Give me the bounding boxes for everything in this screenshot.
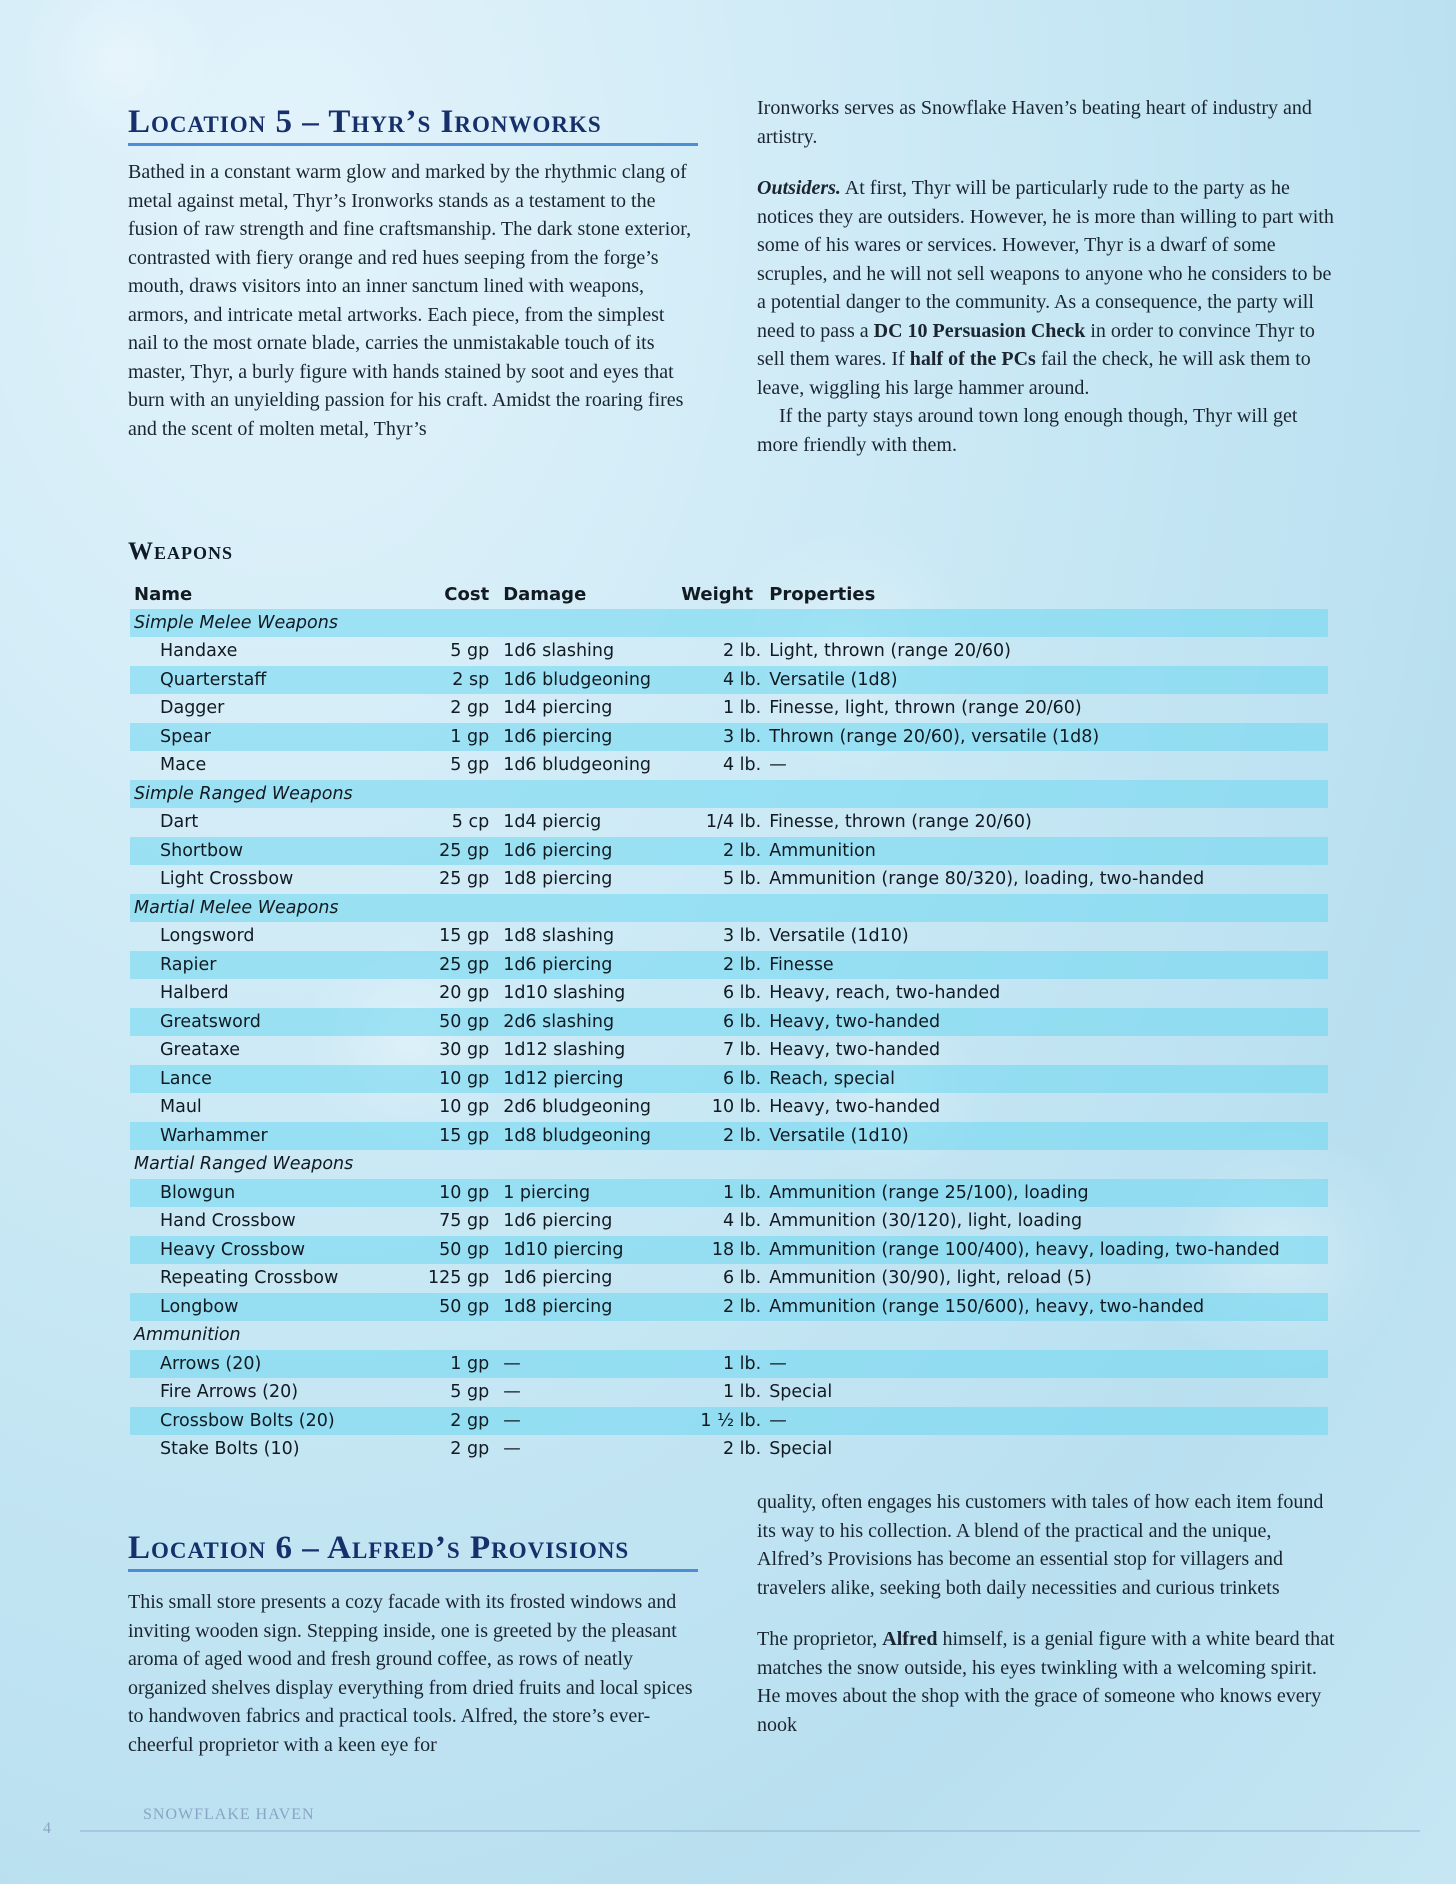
weapon-cost: 10 gp bbox=[439, 1097, 490, 1118]
weapon-properties: Thrown (range 20/60), versatile (1d8) bbox=[765, 723, 1328, 752]
weapon-name: Spear bbox=[130, 723, 424, 752]
weapon-properties: Ammunition bbox=[765, 837, 1328, 866]
weapon-row bbox=[130, 751, 1328, 780]
weapon-properties: Versatile (1d10) bbox=[769, 926, 909, 947]
weapon-name: Shortbow bbox=[130, 837, 424, 866]
weapon-cost: 2 gp bbox=[450, 698, 490, 719]
weapon-name: Handaxe bbox=[160, 641, 238, 662]
weapon-row bbox=[130, 1093, 1328, 1122]
proprietor-paragraph bbox=[757, 1625, 1337, 1739]
weapon-properties: Light, thrown (range 20/60) bbox=[769, 641, 1011, 662]
weapon-weight: 2 lb. bbox=[677, 1122, 765, 1151]
weapon-weight: 1 lb. bbox=[677, 1350, 765, 1379]
weapon-cost: 5 cp bbox=[451, 812, 490, 833]
weapon-properties: Ammunition (range 150/600), heavy, two-handed bbox=[765, 1293, 1328, 1322]
weapon-properties: Ammunition (30/120), light, loading bbox=[769, 1211, 1083, 1232]
weapon-category-label: Martial Ranged Weapons bbox=[134, 1154, 354, 1175]
weapon-damage: 1d8 bludgeoning bbox=[493, 1122, 677, 1151]
weapon-row bbox=[130, 979, 1328, 1008]
persuasion-check: DC 10 Persuasion Check bbox=[873, 319, 1086, 342]
weapons-table-header bbox=[130, 580, 1328, 609]
proprietor-text-a: The proprietor, bbox=[757, 1628, 883, 1650]
weapon-category-row bbox=[130, 894, 1328, 923]
weapon-row bbox=[130, 1435, 1328, 1464]
weapon-weight: 18 lb. bbox=[677, 1236, 765, 1265]
weapon-properties: Special bbox=[769, 1439, 833, 1460]
proprietor-text-b: himself, is a genial figure with a white beard that matches the snow outside, his eyes twinkling with a welcoming spirit. He moves about the shop with the grace of someone who knows every nook bbox=[757, 1628, 1335, 1736]
weapon-properties: Finesse, thrown (range 20/60) bbox=[769, 812, 1032, 833]
weapon-weight: 4 lb. bbox=[722, 1211, 762, 1232]
weapon-cost: 50 gp bbox=[424, 1293, 493, 1322]
location-6-continued-text: quality, often engages his customers with tales of how each item found its way to his collection. A blend of the practical and the unique, Alfred’s Provisions has become an essential stop for villagers and travelers alike, seeking both daily necessities and curious trinkets bbox=[757, 1491, 1324, 1599]
column-header-damage: Damage bbox=[503, 583, 587, 605]
weapon-category-label: Ammunition bbox=[134, 1325, 241, 1346]
location-6-intro-text: This small store presents a cozy facade with its frosted windows and inviting wooden sign. Stepping inside, one is greeted by the pleasant aroma of aged wood and fresh ground coffee, as rows of neatly organized shelves display everything from dried fruits and local spices to handwoven fabrics and practical tools. Alfred, the store’s ever-cheerful proprietor with a keen eye for bbox=[128, 1591, 693, 1756]
weapon-cost: 2 gp bbox=[424, 1407, 493, 1436]
outsiders-label: Outsiders. bbox=[757, 177, 841, 199]
weapon-name: Dagger bbox=[160, 698, 225, 719]
weapon-cost: 125 gp bbox=[428, 1268, 490, 1289]
weapon-row bbox=[130, 1378, 1328, 1407]
outsiders-text-a: At first, Thyr will be particularly rude to the party as he notices they are outsiders. However, he is more than willing to part with some of his wares or services. However, Thyr is a dwarf of some scruples, and he will not sell weapons to anyone who he considers to be a potential danger to the community. As a consequence, the party will need to pass a bbox=[757, 177, 1334, 342]
weapon-damage: 2d6 slashing bbox=[493, 1008, 677, 1037]
weapon-cost: 25 gp bbox=[424, 951, 493, 980]
weapon-damage: 1d4 piercig bbox=[503, 812, 602, 833]
location-5-continued-text: Ironworks serves as Snowflake Haven’s beating heart of industry and artistry. bbox=[757, 97, 1312, 148]
weapon-weight: 4 lb. bbox=[722, 755, 762, 776]
weapon-weight: 2 lb. bbox=[677, 951, 765, 980]
column-header-name: Name bbox=[134, 583, 193, 605]
weapon-weight: 3 lb. bbox=[677, 723, 765, 752]
weapon-weight: 6 lb. bbox=[677, 1065, 765, 1094]
weapon-name: Lance bbox=[130, 1065, 424, 1094]
weapon-weight: 2 lb. bbox=[722, 1439, 762, 1460]
weapon-weight: 1 lb. bbox=[677, 1179, 765, 1208]
weapon-category-label: Simple Ranged Weapons bbox=[130, 780, 1328, 809]
weapon-cost: 75 gp bbox=[439, 1211, 490, 1232]
weapon-name: Crossbow Bolts (20) bbox=[130, 1407, 424, 1436]
weapon-weight: 5 lb. bbox=[722, 869, 762, 890]
weapon-damage: 1d6 bludgeoning bbox=[493, 666, 677, 695]
weapon-cost: 50 gp bbox=[424, 1236, 493, 1265]
weapon-weight: 7 lb. bbox=[722, 1040, 762, 1061]
weapon-properties: Ammunition (30/90), light, reload (5) bbox=[769, 1268, 1092, 1289]
weapon-row bbox=[130, 1350, 1328, 1379]
weapon-cost: 25 gp bbox=[424, 837, 493, 866]
weapon-damage: — bbox=[503, 1439, 521, 1460]
weapon-category-label: Simple Melee Weapons bbox=[130, 609, 1328, 638]
weapon-damage: 1d10 slashing bbox=[503, 983, 626, 1004]
weapon-damage: 1d6 piercing bbox=[493, 837, 677, 866]
weapon-name: Arrows (20) bbox=[130, 1350, 424, 1379]
weapon-damage: 1d6 piercing bbox=[503, 1268, 613, 1289]
weapon-cost: 15 gp bbox=[424, 1122, 493, 1151]
weapon-properties: Finesse, light, thrown (range 20/60) bbox=[769, 698, 1082, 719]
weapon-weight: 1 lb. bbox=[722, 1382, 762, 1403]
page-number: 4 bbox=[43, 1820, 51, 1837]
weapon-properties: Reach, special bbox=[765, 1065, 1328, 1094]
weapon-name: Mace bbox=[160, 755, 207, 776]
weapon-damage: 1d12 slashing bbox=[503, 1040, 626, 1061]
weapon-cost: 25 gp bbox=[439, 869, 490, 890]
weapon-name: Greataxe bbox=[160, 1040, 241, 1061]
weapon-weight: 6 lb. bbox=[722, 1268, 762, 1289]
weapon-weight: 1/4 lb. bbox=[705, 812, 762, 833]
weapons-heading: Weapons bbox=[128, 538, 234, 565]
weapon-weight: 2 lb. bbox=[677, 1293, 765, 1322]
weapon-properties: Heavy, two-handed bbox=[765, 1008, 1328, 1037]
weapon-weight: 4 lb. bbox=[677, 666, 765, 695]
weapon-properties: Ammunition (range 80/320), loading, two-handed bbox=[769, 869, 1205, 890]
weapon-damage: 1d8 piercing bbox=[493, 1293, 677, 1322]
weapon-properties: — bbox=[765, 1407, 1328, 1436]
weapon-row bbox=[130, 1036, 1328, 1065]
weapon-row bbox=[130, 1264, 1328, 1293]
weapon-damage: 1 piercing bbox=[493, 1179, 677, 1208]
weapon-name: Longbow bbox=[130, 1293, 424, 1322]
location-6-intro bbox=[128, 1588, 698, 1759]
weapon-properties: — bbox=[765, 1350, 1328, 1379]
weapon-row bbox=[130, 1236, 1328, 1265]
location-6-heading: Location 6 – Alfred’s Provisions bbox=[128, 1530, 698, 1572]
weapon-cost: 30 gp bbox=[439, 1040, 490, 1061]
weapon-category-row bbox=[130, 609, 1328, 638]
weapon-damage: 1d6 piercing bbox=[493, 723, 677, 752]
stay-paragraph: If the party stays around town long enough though, Thyr will get more friendly with them. bbox=[757, 405, 1298, 456]
outsiders-paragraph bbox=[757, 174, 1337, 402]
weapon-properties: Versatile (1d10) bbox=[765, 1122, 1328, 1151]
weapon-name: Quarterstaff bbox=[130, 666, 424, 695]
weapon-cost: 5 gp bbox=[450, 1382, 490, 1403]
weapon-properties: Heavy, reach, two-handed bbox=[769, 983, 1001, 1004]
weapon-cost: 20 gp bbox=[439, 983, 490, 1004]
weapon-name: Repeating Crossbow bbox=[160, 1268, 339, 1289]
weapon-name: Warhammer bbox=[130, 1122, 424, 1151]
weapon-row bbox=[130, 666, 1328, 695]
weapon-weight: 1 lb. bbox=[722, 698, 762, 719]
weapon-cost: 1 gp bbox=[424, 723, 493, 752]
location-5-right-column bbox=[757, 94, 1337, 459]
weapon-damage: — bbox=[493, 1350, 677, 1379]
weapon-name: Rapier bbox=[130, 951, 424, 980]
footer-title: SNOWFLAKE HAVEN bbox=[143, 1806, 315, 1823]
weapon-row bbox=[130, 723, 1328, 752]
weapon-name: Dart bbox=[160, 812, 199, 833]
weapon-cost: 1 gp bbox=[424, 1350, 493, 1379]
location-6-right-column bbox=[757, 1488, 1337, 1739]
weapon-row bbox=[130, 694, 1328, 723]
weapon-name: Maul bbox=[160, 1097, 202, 1118]
footer-divider bbox=[80, 1830, 1420, 1832]
weapon-damage: 1d4 piercing bbox=[503, 698, 613, 719]
outsiders-text-b: in order to convince Thyr to sell them wares. If bbox=[757, 319, 1315, 370]
weapon-category-row bbox=[130, 780, 1328, 809]
weapon-name: Halberd bbox=[160, 983, 229, 1004]
weapon-row bbox=[130, 1065, 1328, 1094]
weapon-damage: 1d12 piercing bbox=[493, 1065, 677, 1094]
weapon-cost: 2 sp bbox=[424, 666, 493, 695]
weapon-weight: 6 lb. bbox=[722, 983, 762, 1004]
weapon-damage: 1d6 piercing bbox=[503, 1211, 613, 1232]
weapon-damage: 1d8 slashing bbox=[503, 926, 615, 947]
weapon-name: Blowgun bbox=[130, 1179, 424, 1208]
weapon-row bbox=[130, 1122, 1328, 1151]
weapon-cost: 2 gp bbox=[450, 1439, 490, 1460]
weapon-weight: 6 lb. bbox=[677, 1008, 765, 1037]
weapon-row bbox=[130, 808, 1328, 837]
weapon-cost: 50 gp bbox=[424, 1008, 493, 1037]
weapon-row bbox=[130, 1008, 1328, 1037]
weapon-name: Hand Crossbow bbox=[160, 1211, 296, 1232]
column-header-properties: Properties bbox=[769, 583, 876, 605]
weapon-cost: 15 gp bbox=[439, 926, 490, 947]
weapon-weight: 1 ½ lb. bbox=[677, 1407, 765, 1436]
weapon-category-label: Martial Melee Weapons bbox=[130, 894, 1328, 923]
weapon-properties: Heavy, two-handed bbox=[769, 1097, 941, 1118]
weapon-row bbox=[130, 951, 1328, 980]
weapon-damage: 1d6 bludgeoning bbox=[503, 755, 652, 776]
weapon-weight: 2 lb. bbox=[722, 641, 762, 662]
weapons-table bbox=[130, 580, 1328, 1464]
weapon-weight: 2 lb. bbox=[677, 837, 765, 866]
weapon-properties: Ammunition (range 100/400), heavy, loading, two-handed bbox=[765, 1236, 1328, 1265]
weapon-damage: 1d8 piercing bbox=[503, 869, 613, 890]
weapons-table-body bbox=[130, 609, 1328, 1464]
weapon-properties: Finesse bbox=[765, 951, 1328, 980]
outsiders-text-c: fail the check, he will ask them to leave, wiggling his large hammer around. bbox=[757, 348, 1311, 399]
column-header-cost: Cost bbox=[444, 583, 490, 605]
weapon-damage: 1d6 slashing bbox=[503, 641, 615, 662]
weapon-category-row bbox=[130, 1150, 1328, 1179]
weapon-row bbox=[130, 1293, 1328, 1322]
weapon-damage: 1d6 piercing bbox=[493, 951, 677, 980]
weapon-row bbox=[130, 1407, 1328, 1436]
weapon-name: Fire Arrows (20) bbox=[160, 1382, 299, 1403]
half-of-pcs: half of the PCs bbox=[909, 348, 1036, 370]
weapon-row bbox=[130, 637, 1328, 666]
location-5-intro-text: Bathed in a constant warm glow and marked by the rhythmic clang of metal against metal, Thyr’s Ironworks stands as a testament to the fusion of raw strength and fine craftsmanship. The dark stone exterior, contrasted with fiery orange and red hues seeping from the forge’s mouth, draws visitors into an inner sanctum lined with weapons, armors, and intricate metal artworks. Each piece, from the simplest nail to the most ornate blade, carries the unmistakable touch of its master, Thyr, a burly figure with hands stained by soot and eyes that burn with an unyielding passion for his craft. Amidst the roaring fires and the scent of molten metal, Thyr’s bbox=[128, 161, 692, 440]
weapon-cost: 5 gp bbox=[450, 755, 490, 776]
weapon-name: Stake Bolts (10) bbox=[160, 1439, 300, 1460]
weapon-properties: — bbox=[769, 755, 787, 776]
weapon-name: Heavy Crossbow bbox=[130, 1236, 424, 1265]
weapon-properties: Heavy, two-handed bbox=[769, 1040, 941, 1061]
weapon-row bbox=[130, 865, 1328, 894]
location-5-heading: Location 5 – Thyr’s Ironworks bbox=[128, 104, 698, 146]
weapon-damage: 1d10 piercing bbox=[493, 1236, 677, 1265]
weapon-properties: Special bbox=[769, 1382, 833, 1403]
weapon-name: Light Crossbow bbox=[160, 869, 294, 890]
alfred-name: Alfred bbox=[882, 1628, 938, 1650]
weapon-properties: Versatile (1d8) bbox=[765, 666, 1328, 695]
weapon-name: Longsword bbox=[160, 926, 255, 947]
weapon-cost: 5 gp bbox=[450, 641, 490, 662]
weapon-row bbox=[130, 1179, 1328, 1208]
weapon-damage: 2d6 bludgeoning bbox=[503, 1097, 652, 1118]
weapon-row bbox=[130, 837, 1328, 866]
column-header-weight: Weight bbox=[681, 583, 754, 605]
weapon-weight: 10 lb. bbox=[711, 1097, 762, 1118]
location-5-intro bbox=[128, 158, 698, 443]
weapon-damage: — bbox=[493, 1407, 677, 1436]
weapon-row bbox=[130, 1207, 1328, 1236]
weapon-cost: 10 gp bbox=[424, 1179, 493, 1208]
weapon-cost: 10 gp bbox=[424, 1065, 493, 1094]
weapon-properties: Ammunition (range 25/100), loading bbox=[765, 1179, 1328, 1208]
weapon-row bbox=[130, 922, 1328, 951]
weapon-damage: — bbox=[503, 1382, 521, 1403]
weapon-weight: 3 lb. bbox=[722, 926, 762, 947]
weapon-category-row bbox=[130, 1321, 1328, 1350]
weapon-name: Greatsword bbox=[130, 1008, 424, 1037]
